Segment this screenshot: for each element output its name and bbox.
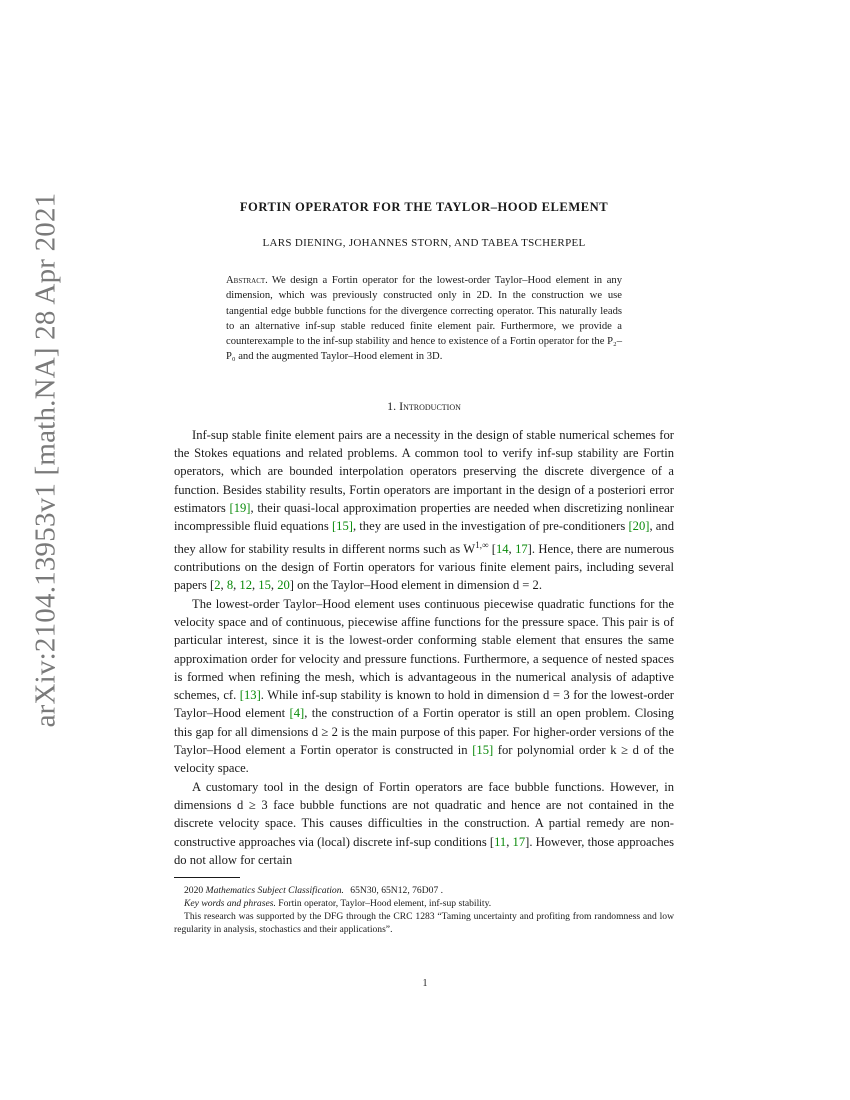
text-run: ] on the Taylor–Hood element in dimension d = 2. bbox=[289, 578, 543, 593]
citation-link[interactable]: 2 bbox=[214, 578, 221, 593]
citation-link[interactable]: 20 bbox=[277, 578, 290, 593]
text-run: [ bbox=[488, 541, 496, 556]
text-run: , they are used in the investigation of pre-conditioners bbox=[352, 519, 629, 534]
section-heading bbox=[174, 399, 674, 414]
citation-link[interactable]: [15] bbox=[472, 743, 494, 758]
text-run: , bbox=[252, 578, 259, 593]
paper-page bbox=[174, 200, 674, 936]
text-run: ]. Hence, there are numerous contributions on the design of Fortin operators for various finite element pairs, including several papers [ bbox=[174, 541, 675, 593]
page-number: 1 bbox=[422, 978, 428, 989]
section-title: Introduction bbox=[399, 398, 461, 413]
intro-paragraph-2 bbox=[174, 595, 674, 778]
text-run: , bbox=[233, 578, 240, 593]
msc-year: 2020 bbox=[184, 885, 204, 897]
citation-link[interactable]: 15 bbox=[258, 578, 271, 593]
citation-link[interactable]: 12 bbox=[239, 578, 252, 593]
text-run: Inf-sup stable finite element pairs are a necessity in the design of stable numerical schemes for the Stokes equations and related problems. A common tool to verify inf-sup stability are Fortin operators, which are bounded interpolation operators preserving the discrete divergence of a function. Besides stability results, Fortin operators are important in the design of a posteriori error estimators bbox=[174, 427, 674, 515]
citation-link[interactable]: [19] bbox=[229, 500, 251, 515]
text-run: . While inf-sup stability is known to hold in dimension d = 3 for the lowest-order Taylor–Hood element bbox=[174, 688, 674, 721]
intro-paragraph-3 bbox=[174, 778, 674, 869]
citation-link[interactable]: [4] bbox=[289, 706, 305, 721]
intro-paragraph-1 bbox=[174, 426, 674, 595]
abstract bbox=[226, 273, 622, 365]
text-run: ]. However, those approaches do not allow for certain bbox=[174, 834, 674, 867]
text-run: , bbox=[220, 578, 227, 593]
keywords-label: Key words and phrases. bbox=[184, 898, 276, 910]
superscript: 1,∞ bbox=[475, 539, 489, 550]
citation-link[interactable]: [20] bbox=[628, 519, 650, 534]
paper-authors: LARS DIENING, JOHANNES STORN, AND TABEA TSCHERPEL bbox=[262, 237, 586, 249]
text-run: for polynomial order k ≥ d of the velocity space. bbox=[174, 743, 674, 776]
arxiv-stamp bbox=[26, 192, 66, 728]
section-number: 1. bbox=[387, 398, 397, 413]
text-run: , bbox=[506, 834, 513, 849]
citation-link[interactable]: [13] bbox=[239, 688, 261, 703]
text-run: , and they allow for stability results in different norms such as W bbox=[174, 519, 674, 556]
text-run: , bbox=[270, 578, 278, 593]
footnote-msc bbox=[174, 884, 674, 897]
abstract-text: We design a Fortin operator for the lowest-order Taylor–Hood element in any dimension, which was previously constructed only in 2D. In the construction we use tangential edge bubble functions for the divergence correcting operator. This naturally leads to an alternative inf-sup stable reduced finite element pair. Furthermore, we provide a counterexample to the inf-sup stability and hence to existence of a Fortin operator for the P₂–P₀ and the augmented Taylor–Hood element in 3D. bbox=[226, 275, 622, 363]
citation-link[interactable]: 8 bbox=[226, 578, 234, 593]
citation-link[interactable]: [15] bbox=[331, 519, 353, 534]
text-run: , bbox=[508, 541, 516, 556]
keywords-text: Fortin operator, Taylor–Hood element, inf-sup stability. bbox=[278, 898, 492, 910]
text-run: , the construction of a Fortin operator is still an open problem. Closing this gap for all dimensions d ≥ 2 is the main purpose of this paper. For higher-order versions of the Taylor–Hood element a Fortin operator is constructed in bbox=[174, 706, 674, 758]
footnote-funding: This research was supported by the DFG through the CRC 1283 “Taming uncertainty and profiting from randomness and low regularity in analysis, stochastics and their applications”. bbox=[174, 911, 674, 936]
msc-label: Mathematics Subject Classification. bbox=[205, 885, 344, 897]
citation-link[interactable]: 11 bbox=[494, 834, 507, 849]
text-run: A customary tool in the design of Fortin operators are face bubble functions. However, in dimensions d ≥ 3 face bubble functions are not quadratic and hence are not contained in the discrete velocity space. This causes difficulties in the construction. A partial remedy are non-constructive approaches via (local) discrete inf-sup conditions [ bbox=[174, 779, 674, 849]
text-run: , their quasi-local approximation properties are needed when discretizing nonlinear incompressible fluid equations bbox=[174, 500, 674, 534]
citation-link[interactable]: 14 bbox=[495, 541, 509, 556]
paper-title: FORTIN OPERATOR FOR THE TAYLOR–HOOD ELEMENT bbox=[239, 200, 609, 214]
footnote-divider bbox=[174, 877, 240, 878]
footnotes bbox=[174, 884, 674, 936]
msc-codes: 65N30, 65N12, 76D07 . bbox=[350, 885, 444, 897]
abstract-label: Abstract. bbox=[226, 275, 268, 286]
citation-link[interactable]: 17 bbox=[515, 541, 528, 556]
citation-link[interactable]: 17 bbox=[512, 834, 526, 849]
arxiv-stamp-text: arXiv:2104.13953v1 [math.NA] 28 Apr 2021 bbox=[29, 192, 62, 728]
text-run: The lowest-order Taylor–Hood element uses continuous piecewise quadratic functions for the velocity space and of continuous, piecewise affine functions for the pressure space. This pair is of particular interest, since it is the lowest-order conforming stable element that ensures the same approximation order for velocity and pressure functions. Furthermore, a sequence of nested spaces is formed when refining the mesh, which is advantageous in the numerical analysis of adaptive schemes, cf. bbox=[174, 596, 674, 703]
footnote-keywords bbox=[174, 897, 674, 910]
